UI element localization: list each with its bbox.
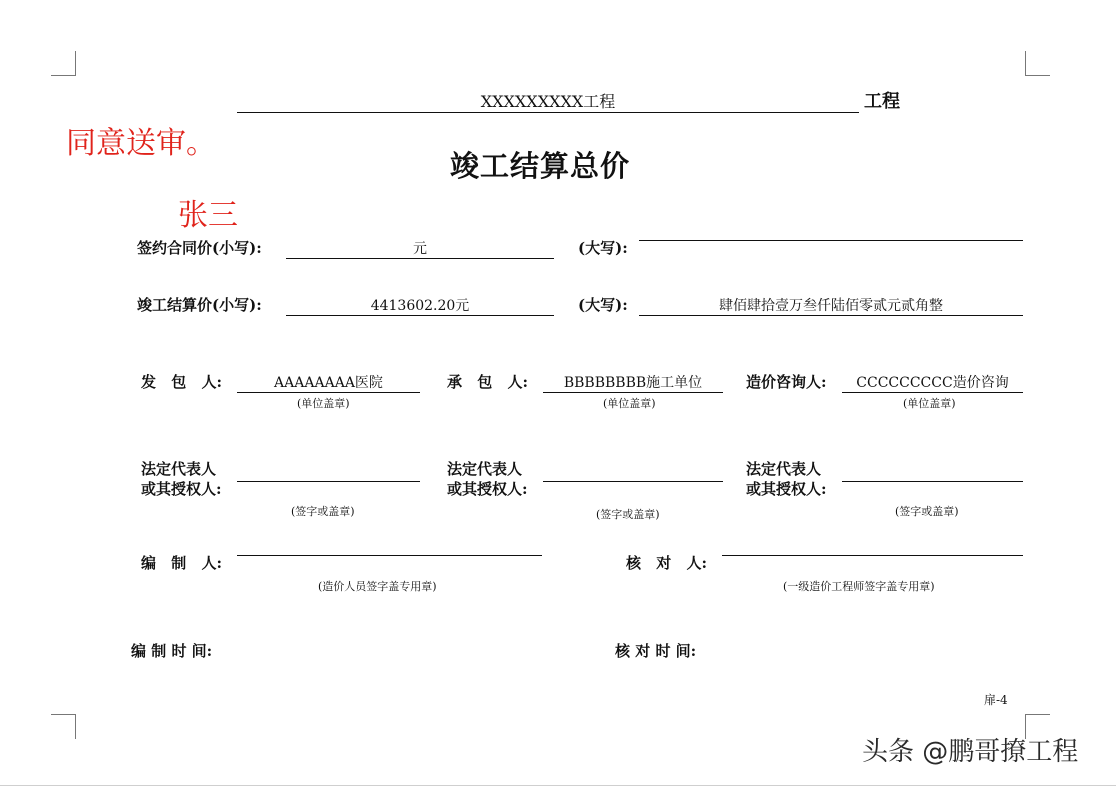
check-time-label: 核 对 时 间: <box>615 642 697 660</box>
contract-price-big-field <box>639 240 1023 241</box>
contract-price-small-label: 签约合同价(小写): <box>137 239 262 257</box>
party-employer-value: AAAAAAAA医院 <box>274 375 383 391</box>
party-contractor-value: BBBBBBBB施工单位 <box>563 375 703 391</box>
party-consultant-note: (单位盖章) <box>903 397 956 410</box>
settlement-price-big-value: 肆佰肆拾壹万叁仟陆佰零贰元贰角整 <box>719 298 943 314</box>
project-suffix: 工程 <box>864 91 900 112</box>
project-name-field <box>237 92 859 113</box>
contract-price-small-field <box>286 240 554 259</box>
party-employer-label: 发 包 人: <box>141 373 222 391</box>
page-title: 竣工结算总价 <box>450 149 631 183</box>
rep-consultant-line1: 法定代表人 <box>746 460 822 478</box>
settlement-price-small-field <box>286 297 554 316</box>
rep-consultant-note: (签字或盖章) <box>895 505 959 518</box>
settlement-price-small-value: 4413602.20元 <box>370 298 470 314</box>
page-number: 扉-4 <box>984 693 1008 707</box>
crop-mark-bottom-left <box>51 714 76 739</box>
party-contractor-label: 承 包 人: <box>447 373 528 391</box>
party-consultant-value: CCCCCCCCC造价咨询 <box>856 375 1009 391</box>
rep-contractor-note: (签字或盖章) <box>596 508 660 521</box>
rep-consultant-field <box>842 481 1023 482</box>
contract-price-big-label: (大写): <box>578 239 628 257</box>
watermark: 头条 @鹏哥撩工程 <box>862 737 1079 767</box>
crop-mark-top-left <box>51 51 76 76</box>
compiler-note: (造价人员签字盖专用章) <box>318 580 437 593</box>
party-consultant-field <box>842 374 1023 393</box>
signer-annotation: 张三 <box>178 198 238 233</box>
rep-employer-line2: 或其授权人: <box>141 480 222 498</box>
rep-employer-field <box>237 481 420 482</box>
compiler-label: 编 制 人: <box>141 554 222 572</box>
rep-employer-line1: 法定代表人 <box>141 460 217 478</box>
rep-contractor-line1: 法定代表人 <box>447 460 523 478</box>
project-name: XXXXXXXXX工程 <box>480 92 616 111</box>
settlement-price-big-field <box>639 297 1023 316</box>
party-employer-note: (单位盖章) <box>297 397 350 410</box>
rep-consultant-line2: 或其授权人: <box>746 480 827 498</box>
party-contractor-field <box>543 374 723 393</box>
party-consultant-label: 造价咨询人: <box>746 373 827 391</box>
settlement-price-small-label: 竣工结算价(小写): <box>137 296 262 314</box>
checker-field <box>722 555 1023 556</box>
settlement-price-big-label: (大写): <box>578 296 628 314</box>
contract-price-small-value: 元 <box>413 241 427 257</box>
rep-contractor-line2: 或其授权人: <box>447 480 528 498</box>
checker-label: 核 对 人: <box>626 554 707 572</box>
rep-employer-note: (签字或盖章) <box>291 505 355 518</box>
compiler-field <box>237 555 542 556</box>
approval-annotation: 同意送审。 <box>66 126 216 161</box>
party-contractor-note: (单位盖章) <box>603 397 656 410</box>
checker-note: (一级造价工程师签字盖专用章) <box>783 580 935 593</box>
crop-mark-top-right <box>1025 51 1050 76</box>
rep-contractor-field <box>543 481 723 482</box>
compile-time-label: 编 制 时 间: <box>131 642 213 660</box>
party-employer-field <box>237 374 420 393</box>
